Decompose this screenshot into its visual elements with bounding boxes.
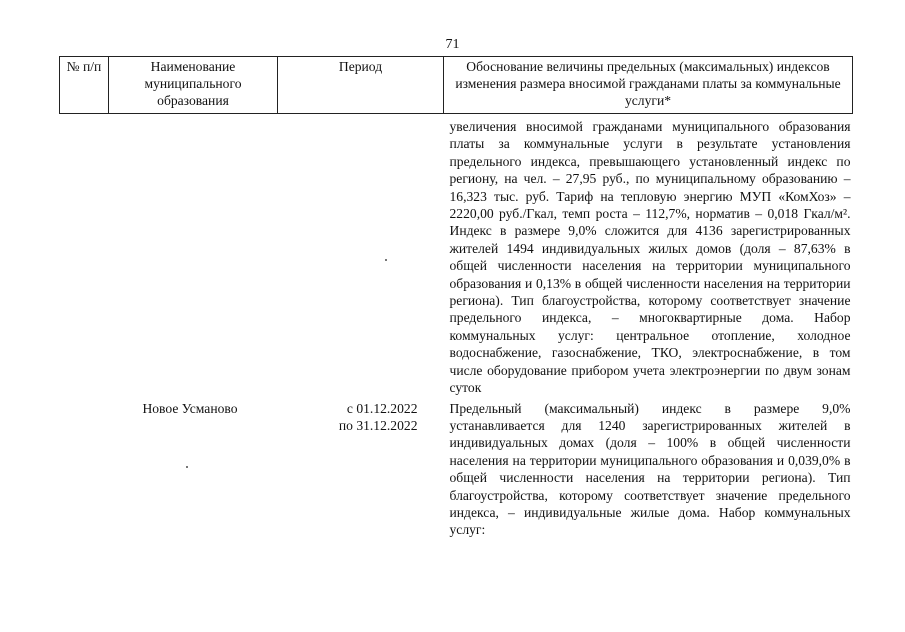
header-number: № п/п <box>60 57 109 114</box>
header-period: Период <box>278 57 444 114</box>
period-cell <box>278 397 444 539</box>
table-header-row <box>60 57 853 114</box>
period-start: с 01.12.2022 <box>346 400 418 416</box>
period-cell <box>278 114 444 397</box>
table-row <box>60 114 853 397</box>
header-justification: Обоснование величины предельных (максимальных) индексов изменения размера вносимой гражданами платы за коммунальные услуги* <box>444 57 853 114</box>
justification-text: увеличения вносимой гражданами муниципального образования платы за коммунальные услуги в результате установления предельного индекса, превышающего установленный индекс по региону, на чел. – 27,95 руб., по муниципальному образованию – 16,323 тыс. руб. Тариф на тепловую энергию МУП «КомХоз» – 2220,00 руб./Гкал, темп роста – 112,7%, норматив – 0,018 Гкал/м². Индекс в размере 9,0% сложится для 4136 зарегистрированных жителей 1494 индивидуальных жилых домов (доля – 87,63% в общей численности населения на территории муниципального образования и 0,13% в общей численности населения на территории региона). Тип благоустройства, которому соответствует значение предельного индекса, – многоквартирные дома. Набор коммунальных услуг: центральное отопление, холодное водоснабжение, газоснабжение, ТКО, электроснабжение, в том числе оборудование прибором учета электроэнергии по двум зонам суток <box>449 119 851 396</box>
row-number <box>60 397 109 539</box>
index-justification-table <box>59 56 853 539</box>
scan-speck <box>385 259 387 261</box>
justification-text: Предельный (максимальный) индекс в размере 9,0% устанавливается для 1240 зарегистрированных жителей в индивидуальных домах (доля – 100% в общей численности населения на территории муниципального образования и 0,039,0% в общей численности населения на территории региона). Тип благоустройства, которому соответствует значение предельного индекса, – индивидуальные жилые дома. Набор коммунальных услуг: <box>449 400 851 538</box>
page-number: 71 <box>445 37 460 52</box>
row-number <box>60 114 109 397</box>
scan-speck <box>186 466 188 468</box>
period-end: по 31.12.2022 <box>338 417 418 433</box>
municipality-name: Новое Усманово <box>142 400 238 416</box>
header-municipality-name: Наименование муниципального образования <box>109 57 278 114</box>
table-row <box>60 397 853 539</box>
municipality-name <box>109 114 278 397</box>
